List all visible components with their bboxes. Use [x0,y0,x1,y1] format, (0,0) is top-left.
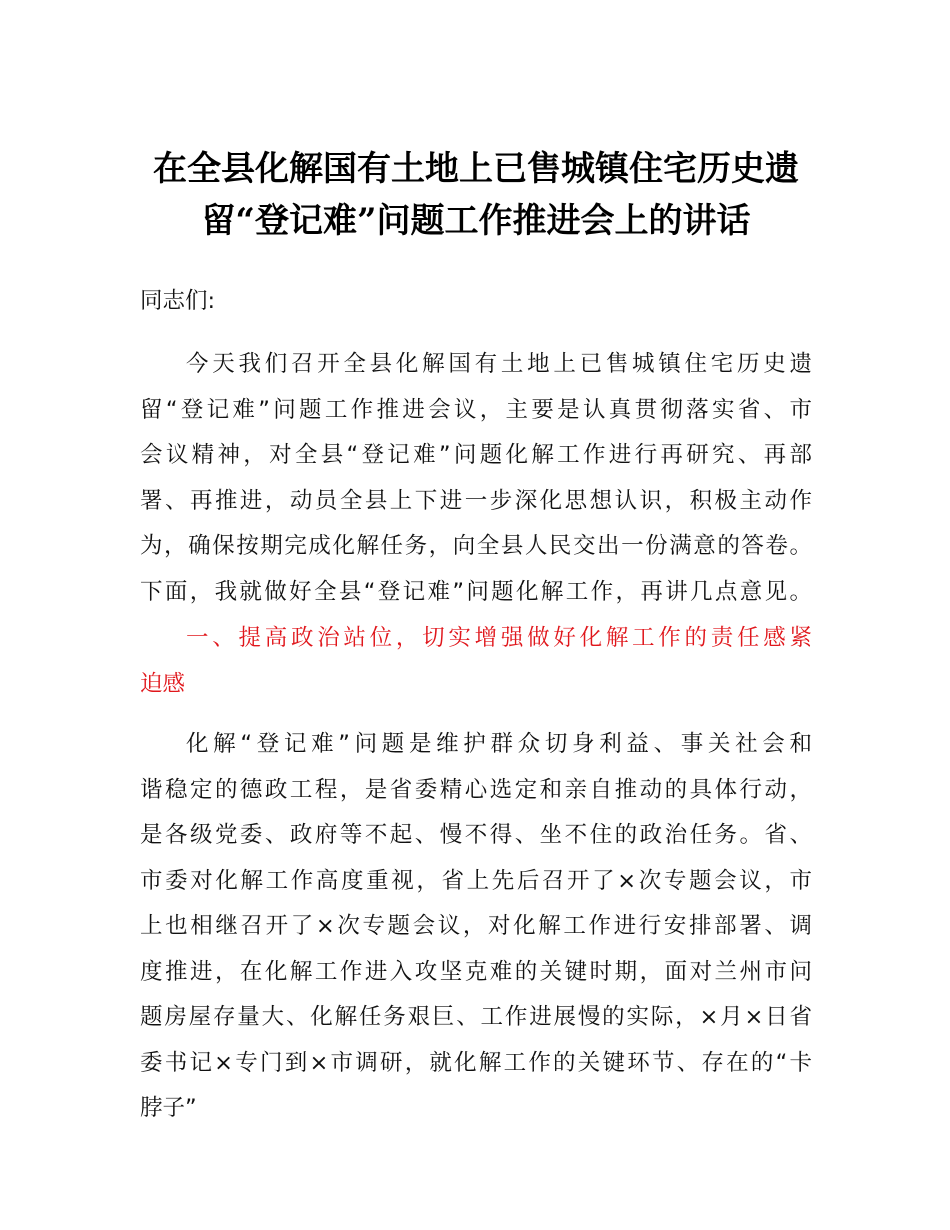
salutation [140,279,812,325]
paragraph-line: 下面，我就做好全县“登记难”问题化解工作，再讲几点意见。 [140,578,812,605]
paragraph-line: 委书记×专门到×市调研，就化解工作的关键环节、存在的“卡 [140,1049,812,1076]
salutation-text: 同志们: [140,288,216,314]
paragraph-line: 今天我们召开全县化解国有土地上已售城镇住宅历史遗 [186,351,812,377]
heading-line: 迫感 [140,670,186,697]
paragraph-line: 化解“登记难”问题是维护群众切身利益、事关社会和 [186,731,812,757]
paragraph-section-1 [140,722,812,1132]
paragraph-line: 市委对化解工作高度重视，省上先后召开了×次专题会议，市 [140,867,812,894]
paragraph-line: 度推进，在化解工作进入攻坚克难的关键时期，面对兰州市问 [140,958,812,985]
paragraph-line: 上也相继召开了×次专题会议，对化解工作进行安排部署、调 [140,913,812,939]
document-title [140,143,812,247]
title-line-1: 在全县化解国有土地上已售城镇住宅历史遗 [153,149,799,189]
paragraph-line: 是各级党委、政府等不起、慢不得、坐不住的政治任务。省、 [140,822,812,848]
paragraph-line: 谐稳定的德政工程，是省委精心选定和亲自推动的具体行动， [140,776,812,803]
paragraph-line: 留“登记难”问题工作推进会议，主要是认真贯彻落实省、市 [140,396,812,423]
title-line-2: 留“登记难”问题工作推进会上的讲话 [201,201,751,241]
section-heading-1 [140,616,812,707]
paragraph-line: 题房屋存量大、化解任务艰巨、工作进展慢的实际，×月×日省 [140,1004,812,1030]
paragraph-line: 署、再推进，动员全县上下进一步深化思想认识，积极主动作 [140,487,812,514]
paragraph-line: 为，确保按期完成化解任务，向全县人民交出一份满意的答卷。 [140,533,812,559]
heading-line: 一、提高政治站位，切实增强做好化解工作的责任感紧 [186,625,812,651]
paragraph-line: 脖子” [140,1095,197,1121]
paragraph-intro [140,342,812,615]
paragraph-line: 会议精神，对全县“登记难”问题化解工作进行再研究、再部 [140,442,812,468]
